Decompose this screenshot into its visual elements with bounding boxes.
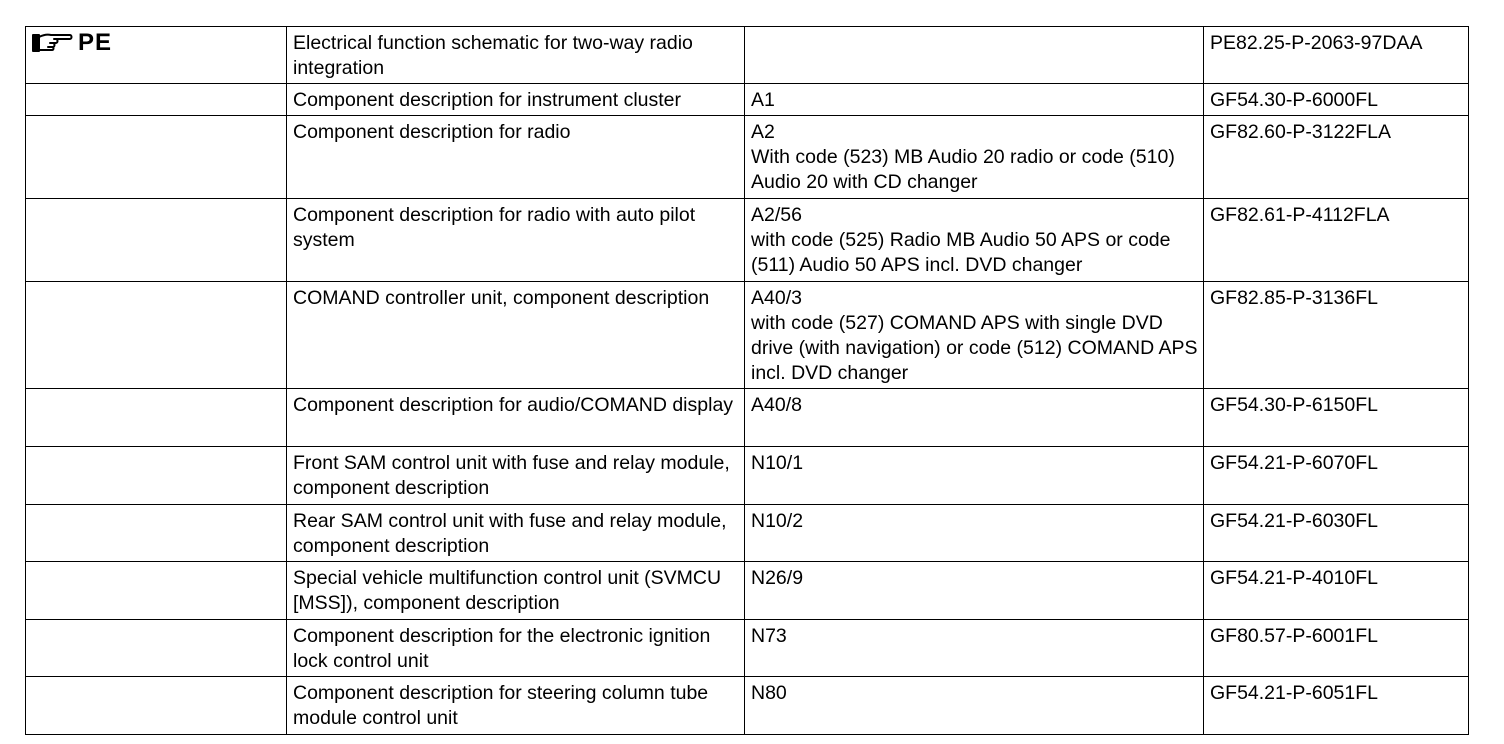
table-row <box>26 447 1469 505</box>
marker-cell <box>26 562 287 620</box>
component-note: with code (527) COMAND APS with single DVD drive (with navigation) or code (512) COMAND APS incl. DVD changer <box>751 312 1198 384</box>
document-cell: GF54.21-P-6070FL <box>1204 447 1469 505</box>
table-row <box>26 677 1469 735</box>
component-cell <box>745 116 1204 199</box>
component-code: N26/9 <box>751 567 804 589</box>
component-note: With code (523) MB Audio 20 radio or code (510) Audio 20 with CD changer <box>751 146 1175 193</box>
description-cell: Component description for steering column tube module control unit <box>287 677 745 735</box>
document-cell: GF82.61-P-4112FLA <box>1204 199 1469 282</box>
component-code: N10/2 <box>751 510 804 532</box>
table-row <box>26 562 1469 620</box>
document-cell: GF82.85-P-3136FL <box>1204 282 1469 389</box>
component-code: N80 <box>751 682 787 704</box>
description-cell: Component description for instrument cluster <box>287 84 745 116</box>
description-cell: Component description for radio <box>287 116 745 199</box>
table-row <box>26 27 1469 84</box>
document-cell: GF54.21-P-6030FL <box>1204 505 1469 562</box>
document-cell: PE82.25-P-2063-97DAA <box>1204 27 1469 84</box>
pointing-hand-icon <box>32 32 74 54</box>
document-cell: GF82.60-P-3122FLA <box>1204 116 1469 199</box>
component-code: A40/3 <box>751 287 802 309</box>
reference-table <box>25 26 1469 735</box>
marker-cell <box>26 27 287 84</box>
table-row <box>26 199 1469 282</box>
component-cell <box>745 447 1204 505</box>
document-cell: GF54.21-P-6051FL <box>1204 677 1469 735</box>
marker-cell <box>26 447 287 505</box>
component-cell <box>745 562 1204 620</box>
document-cell: GF54.30-P-6000FL <box>1204 84 1469 116</box>
table-row <box>26 505 1469 562</box>
marker-cell <box>26 84 287 116</box>
component-code: N10/1 <box>751 452 804 474</box>
table-row <box>26 389 1469 447</box>
document-cell: GF80.57-P-6001FL <box>1204 620 1469 677</box>
component-cell <box>745 282 1204 389</box>
pe-marker <box>32 31 112 55</box>
table-row <box>26 282 1469 389</box>
description-cell: COMAND controller unit, component description <box>287 282 745 389</box>
component-cell <box>745 389 1204 447</box>
component-cell <box>745 199 1204 282</box>
component-cell <box>745 84 1204 116</box>
description-cell: Special vehicle multifunction control unit (SVMCU [MSS]), component description <box>287 562 745 620</box>
table-row <box>26 84 1469 116</box>
marker-cell <box>26 620 287 677</box>
component-code: A1 <box>751 89 775 111</box>
marker-cell <box>26 199 287 282</box>
marker-cell <box>26 116 287 199</box>
component-cell <box>745 27 1204 84</box>
component-cell <box>745 505 1204 562</box>
table-row <box>26 620 1469 677</box>
component-code: A2/56 <box>751 204 802 226</box>
document-cell: GF54.30-P-6150FL <box>1204 389 1469 447</box>
reference-table-body <box>26 27 1469 735</box>
description-cell: Electrical function schematic for two-way radio integration <box>287 27 745 84</box>
marker-cell <box>26 505 287 562</box>
component-note: with code (525) Radio MB Audio 50 APS or code (511) Audio 50 APS incl. DVD changer <box>751 229 1171 276</box>
marker-cell <box>26 282 287 389</box>
component-cell <box>745 620 1204 677</box>
description-cell: Front SAM control unit with fuse and relay module, component description <box>287 447 745 505</box>
table-row <box>26 116 1469 199</box>
component-cell <box>745 677 1204 735</box>
marker-cell <box>26 677 287 735</box>
description-cell: Component description for radio with auto pilot system <box>287 199 745 282</box>
component-code: A40/8 <box>751 394 802 416</box>
description-cell: Component description for audio/COMAND display <box>287 389 745 447</box>
component-code: N73 <box>751 625 787 647</box>
description-cell: Component description for the electronic ignition lock control unit <box>287 620 745 677</box>
document-cell: GF54.21-P-4010FL <box>1204 562 1469 620</box>
marker-cell <box>26 389 287 447</box>
description-cell: Rear SAM control unit with fuse and relay module, component description <box>287 505 745 562</box>
component-code: A2 <box>751 121 775 143</box>
pe-marker-label: PE <box>78 29 113 56</box>
